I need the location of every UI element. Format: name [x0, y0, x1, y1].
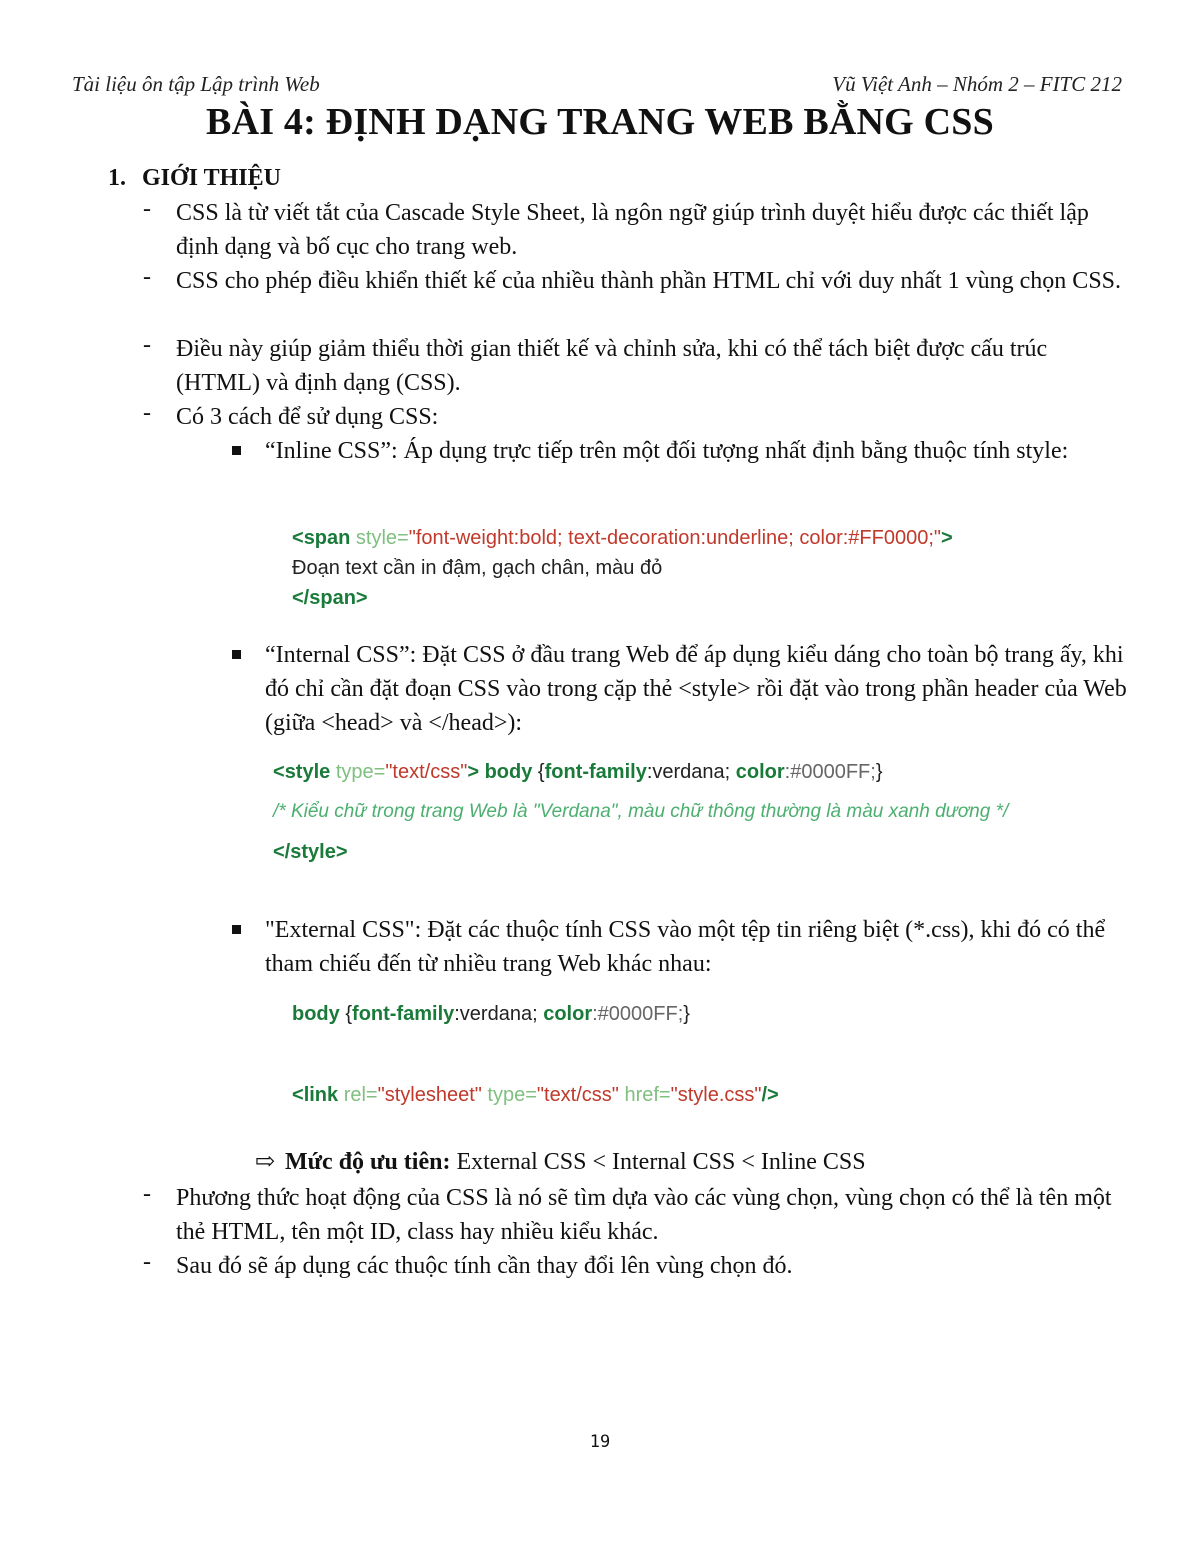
section-number: 1. — [108, 165, 126, 191]
page-number: 19 — [589, 1432, 611, 1452]
page-title: BÀI 4: ĐỊNH DẠNG TRANG WEB BẰNG CSS — [206, 101, 994, 143]
code-internal-line1: <style type="text/css"> body {font-family:verdana; color:#0000FF;} — [273, 761, 883, 783]
method-inline-text: “Inline CSS”: Áp dụng trực tiếp trên một đối tượng nhất định bằng thuộc tính style: — [265, 438, 1069, 464]
section-title: GIỚI THIỆU — [142, 165, 281, 191]
dash-bullet: - — [143, 1181, 151, 1207]
code-internal-comment: /* Kiểu chữ trong trang Web là "Verdana", màu chữ thông thường là màu xanh dương */ — [273, 801, 1009, 822]
header-author: Vũ Việt Anh – Nhóm 2 – FITC 212 — [832, 72, 1122, 96]
bullet-text: CSS là từ viết tắt của Cascade Style Sheet, là ngôn ngữ giúp trình duyệt hiểu được các thiết lập định dạng và bố cục cho trang web. — [176, 200, 1089, 260]
dash-bullet: - — [143, 264, 151, 290]
priority-line — [255, 1147, 866, 1176]
bullet-text: CSS cho phép điều khiển thiết kế của nhiều thành phần HTML chỉ với duy nhất 1 vùng chọn CSS. — [176, 268, 1122, 294]
dash-bullet: - — [143, 332, 151, 358]
bullet-text: Có 3 cách để sử dụng CSS: — [176, 404, 439, 430]
code-inline-line3: </span> — [292, 587, 368, 609]
dash-bullet: - — [143, 196, 151, 222]
method-external-text: "External CSS": Đặt các thuộc tính CSS vào một tệp tin riêng biệt (*.css), khi đó có thể tham chiếu đến từ nhiều trang Web khác nhau: — [265, 917, 1106, 977]
method-internal-text: “Internal CSS”: Đặt CSS ở đầu trang Web để áp dụng kiểu dáng cho toàn bộ trang ấy, khi đó chỉ cần đặt đoạn CSS vào trong cặp thẻ <style> rồi đặt vào trong phần header của Web (giữa <head> và </head>): — [265, 642, 1127, 736]
code-inline-line2: Đoạn text cần in đậm, gạch chân, màu đỏ — [292, 557, 663, 579]
arrow-icon: ⇨ — [255, 1149, 276, 1175]
square-bullet — [232, 925, 241, 934]
priority-label: Mức độ ưu tiên: — [285, 1149, 451, 1175]
code-inline-line1: <span style="font-weight:bold; text-decoration:underline; color:#FF0000;"> — [292, 527, 953, 549]
dash-bullet: - — [143, 1249, 151, 1275]
section-heading — [108, 165, 281, 192]
dash-bullet: - — [143, 400, 151, 426]
square-bullet — [232, 446, 241, 455]
bullet-text: Phương thức hoạt động của CSS là nó sẽ tìm dựa vào các vùng chọn, vùng chọn có thể là tên một thẻ HTML, tên một ID, class hay nhiều kiểu khác. — [176, 1185, 1112, 1245]
square-bullet — [232, 650, 241, 659]
priority-value: External CSS < Internal CSS < Inline CSS — [450, 1149, 866, 1175]
header-doc-title: Tài liệu ôn tập Lập trình Web — [72, 72, 320, 96]
code-external-link: <link rel="stylesheet" type="text/css" href="style.css"/> — [292, 1084, 779, 1106]
bullet-text: Sau đó sẽ áp dụng các thuộc tính cần thay đổi lên vùng chọn đó. — [176, 1253, 793, 1279]
bullet-text: Điều này giúp giảm thiểu thời gian thiết kế và chỉnh sửa, khi có thể tách biệt được cấu trúc (HTML) và định dạng (CSS). — [176, 336, 1048, 396]
code-external-line1: body {font-family:verdana; color:#0000FF;} — [292, 1003, 690, 1025]
code-internal-close: </style> — [273, 841, 348, 863]
